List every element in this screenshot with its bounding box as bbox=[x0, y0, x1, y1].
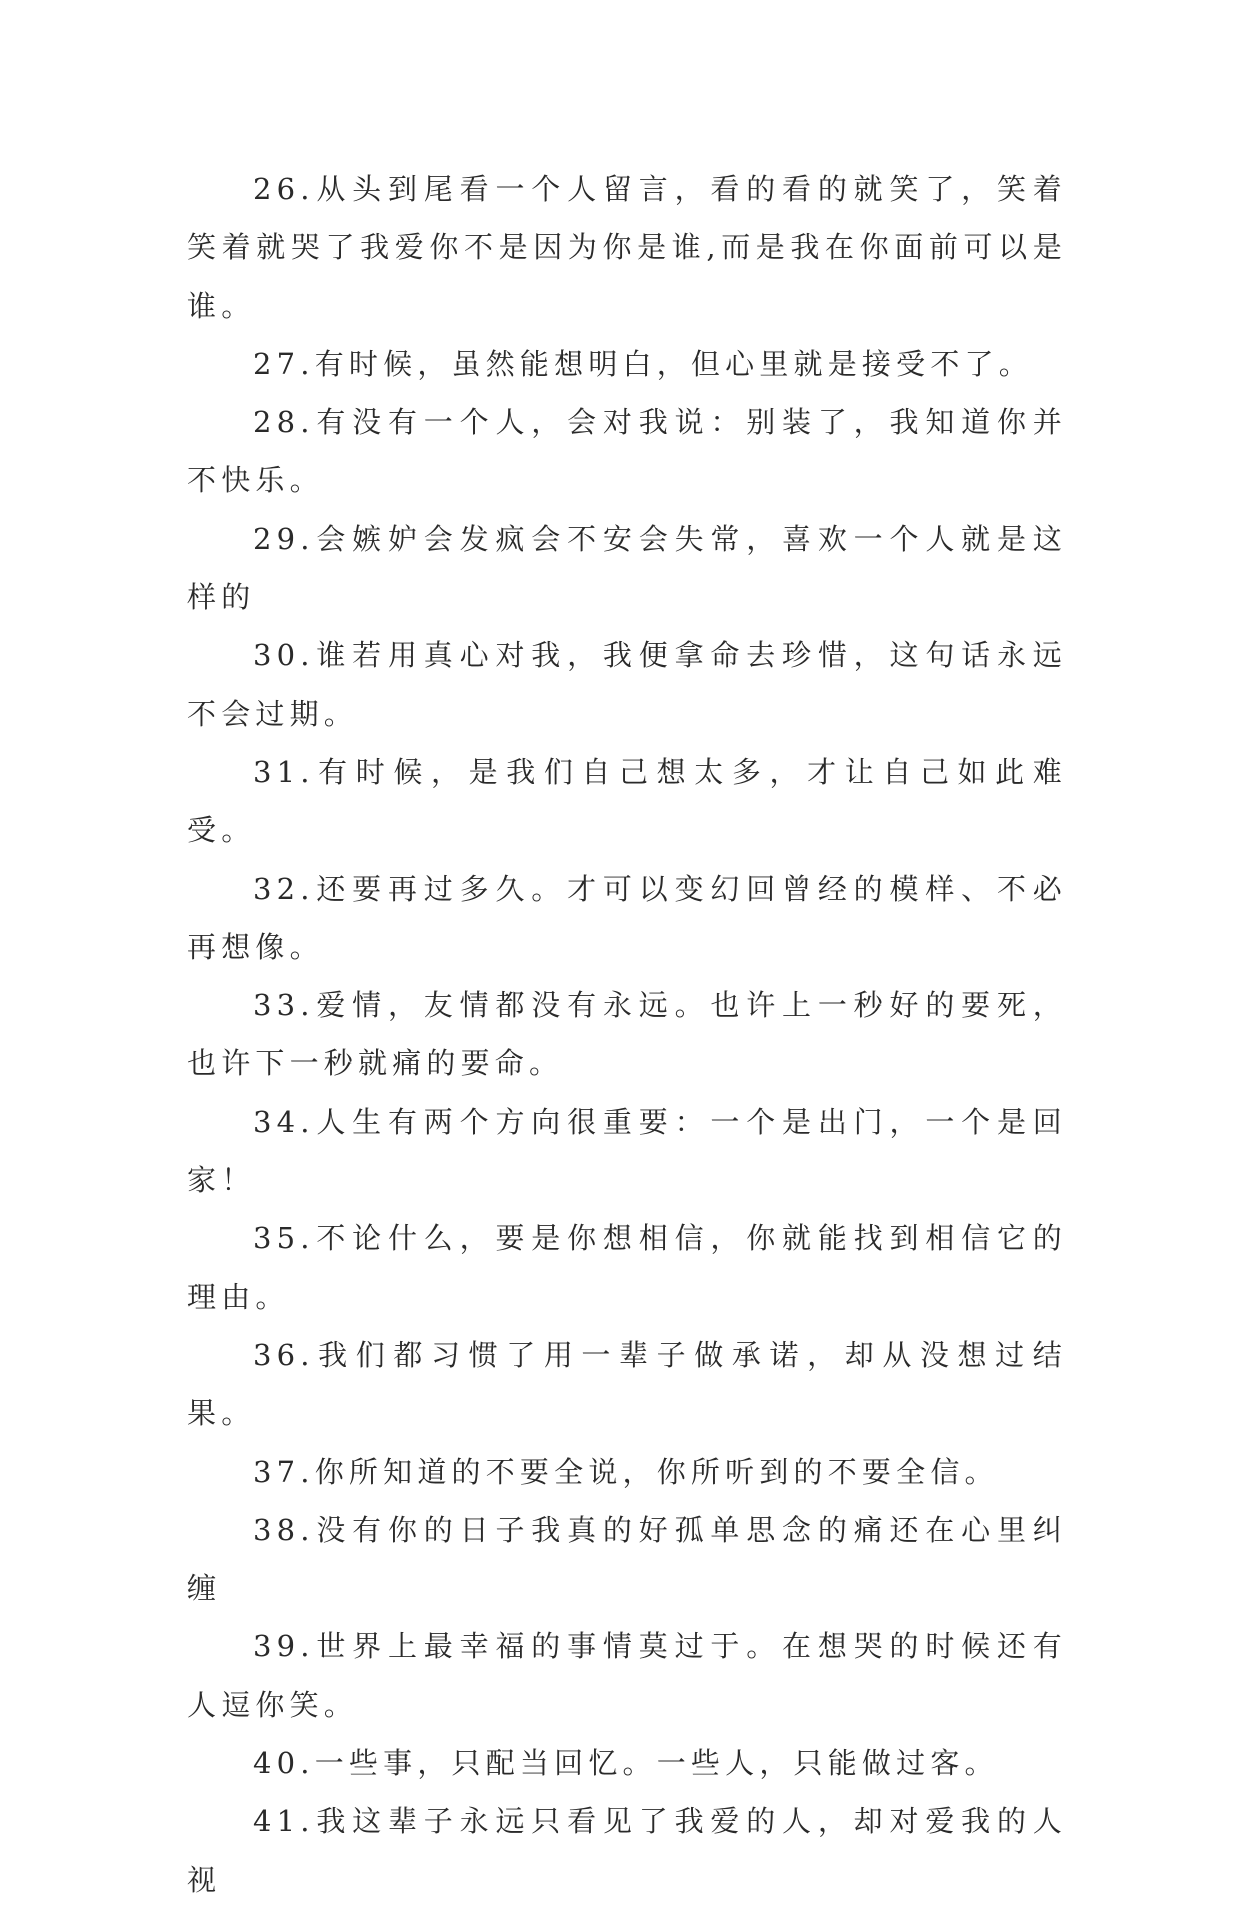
paragraph-36: 36.我们都习惯了用一辈子做承诺，却从没想过结果。 bbox=[187, 1337, 1067, 1431]
paragraph-32: 32.还要再过多久。才可以变幻回曾经的模样、不必再想像。 bbox=[187, 871, 1067, 964]
paragraph-33: 33.爱情，友情都没有永远。也许上一秒好的要死，也许下一秒就痛的要命。 bbox=[187, 988, 1067, 1081]
paragraph-37: 37.你所知道的不要全说，你所听到的不要全信。 bbox=[253, 1454, 999, 1489]
paragraph-40: 40.一些事，只配当回忆。一些人，只能做过客。 bbox=[253, 1746, 999, 1781]
paragraph-38: 38.没有你的日子我真的好孤单思念的痛还在心里纠缠 bbox=[187, 1512, 1067, 1606]
paragraph-39: 39.世界上最幸福的事情莫过于。在想哭的时候还有人逗你笑。 bbox=[187, 1629, 1067, 1722]
paragraph-28: 28.有没有一个人，会对我说：别装了，我知道你并不快乐。 bbox=[187, 405, 1067, 498]
paragraph-41: 41.我这辈子永远只看见了我爱的人，却对爱我的人视 bbox=[187, 1804, 1067, 1897]
paragraph-35: 35.不论什么，要是你想相信，你就能找到相信它的理由。 bbox=[187, 1221, 1067, 1314]
paragraph-26: 26.从头到尾看一个人留言，看的看的就笑了，笑着笑着就哭了我爱你不是因为你是谁,而是我在你面前可以是谁。 bbox=[187, 172, 1067, 323]
paragraph-27: 27.有时候，虽然能想明白，但心里就是接受不了。 bbox=[253, 346, 1033, 381]
paragraph-29: 29.会嫉妒会发疯会不安会失常，喜欢一个人就是这样的 bbox=[187, 521, 1067, 615]
document-body bbox=[187, 160, 1067, 1909]
paragraph-34: 34.人生有两个方向很重要：一个是出门，一个是回家！ bbox=[187, 1104, 1067, 1198]
paragraph-31: 31.有时候，是我们自己想太多，才让自己如此难受。 bbox=[187, 754, 1067, 848]
paragraph-30: 30.谁若用真心对我，我便拿命去珍惜，这句话永远不会过期。 bbox=[187, 638, 1067, 731]
